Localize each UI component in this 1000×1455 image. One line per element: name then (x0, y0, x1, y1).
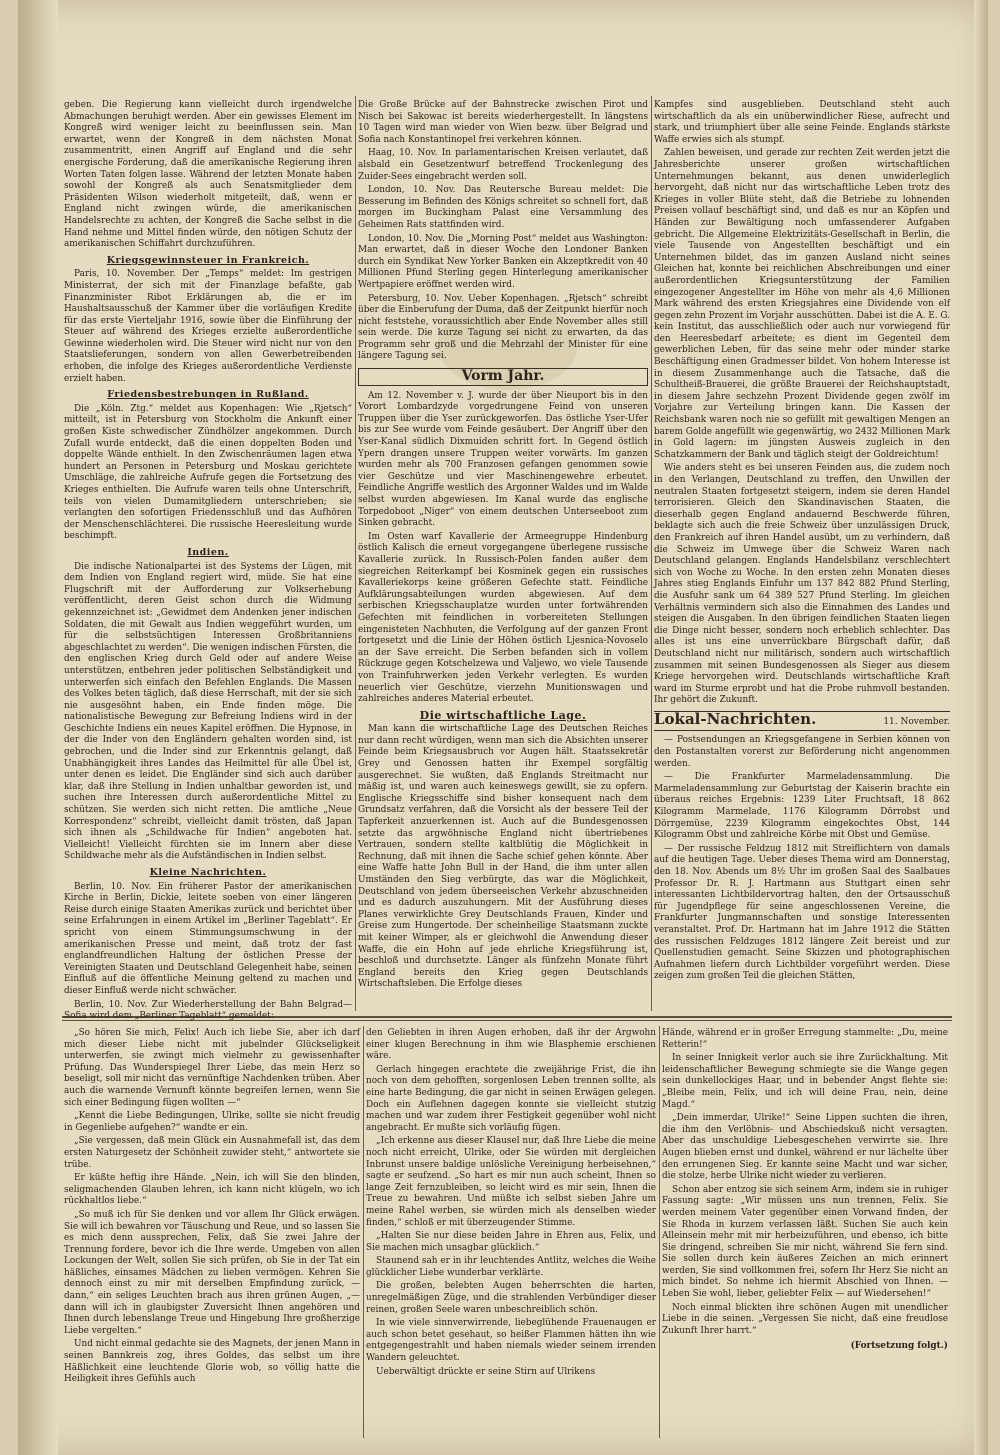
local-news-title: Lokal-Nachrichten. (654, 709, 817, 728)
article-paragraph: Die indische Nationalpartei ist des Systems der Lügen, mit dem Indien von England regiert wird, müde. Sie hat eine Flugschrift mit der Aufforderung zur Volkserhebung veröffentlicht, deren Geist schon durch die Widmung gekennzeichnet ist: „Gewidmet dem Andenken jener indischen Soldaten, die mit Gewalt aus Indien weggeführt wurden, um für die selbstsüchtigen Interessen Großbritanniens abgeschlachtet zu werden“. Die wenigen indischen Fürsten, die den englischen Krieg durch Geld oder auf andere Weise unterstützen, entbehren jeder politischen Selbständigkeit und unterwerfen sich einfach den Befehlen Englands. Die Massen des Volkes beten täglich, daß diese Herrschaft, mit der sie sich nie ausgesöhnt haben, ein Ende finden möge. Die nationalistische Bewegung zur Befreiung Indiens wird in der Geschichte Indiens ein neues Kapitel eröffnen. Die Hypnose, in der die Inder von den Engländern gehalten worden sind, ist gebrochen, und die Inder sind zur Erkenntnis gelangt, daß Unabhängigkeit ihres Landes das Heilmittel für alle Übel ist, unter denen es leidet. Die Engländer sind sich auch darüber klar, daß ihre Stellung in Indien unhaltbar geworden ist, und suchen ihre Interessen durch außerordentliche Mittel zu schützen. Sie werden sich nicht retten. Die amtliche „Neue Korrespondenz“ schreibt, vielleicht damit trösten, daß Japan sich ihnen als „Schildwache für Indien“ angeboten hat. Vielleicht! Vielleicht fürchten sie im Innern aber diese Schildwache mehr als die Aufständischen in Indien selbst. (64, 561, 352, 862)
story-paragraph: „So hören Sie mich, Felix! Auch ich liebe Sie, aber ich darf mich dieser Liebe nicht mit jubelnder Glückseligkeit unterwerfen, sie zwingt mich vielmehr zu gewissenhafter Prüfung. Das Wunderspiegel Ihrer Liebe, das mein Herz so beseligt, soll mir nicht das vernünftige Nachdenken trüben. Aber auch die warnende Vernunft könnte begreifen lernen, wenn Sie sich einer Bedingung fügen wollten —“ (64, 1028, 360, 1108)
article-paragraph: Petersburg, 10. Nov. Ueber Kopenhagen. „Rjetsch“ schreibt über die Einberufung der Duma, daß der Zeitpunkt hierfür noch nicht feststehe, voraussichtlich aber Ende November alles still sein werde. Die kurze Tagung sei nicht zu erwarten, da das Programm sehr groß und die Mehrzahl der Minister für eine längere Tagung sei. (358, 293, 648, 362)
article-continuation: Kampfes sind ausgeblieben. Deutschland steht auch wirtschaftlich da als ein unüberwindlicher Riese, aufrecht und stark, und triumphiert über alle seine Feinde. Englands stärkste Waffe erwies sich als stumpf. (654, 100, 950, 145)
article-paragraph: London, 10. Nov. Das Reutersche Bureau meldet: Die Besserung im Befinden des Königs schreitet so schnell fort, daß morgen im Buckingham Palast eine Versammlung des Geheimen Rats stattfinden wird. (358, 185, 648, 230)
local-news-date: 11. November. (883, 716, 950, 727)
article-paragraph: Die „Köln. Ztg.“ meldet aus Kopenhagen: Wie „Rjetsch“ mitteilt, ist in Petersburg von Stockholm die Ankunft einer großen Kiste schwedischer Zündhölzer angekommen. Durch Zufall wurde entdeckt, daß die einen doppelten Boden und doppelte Wände enthielt. In den Zwischenräumen lagen etwa hundert an Personen in Petersburg und Moskau gerichtete Umschläge, die zahlreiche Aufrufe gegen die Fortsetzung des Krieges enthielten. Die Aufrufe waren teils ohne Unterschrift, teils von vielen Dumamitgliedern unterschrieben; sie verlangten den sofortigen Friedensschluß und das Aufhören der Menschenschlächterei. Die russische Heeresleitung wurde beschimpft. (64, 403, 352, 542)
section-heading: Die wirtschaftliche Lage. (419, 708, 587, 722)
article-paragraph: — Die Frankfurter Marmeladensammlung. Die Marmeladensammlung zur Geburtstag der Kaiserin brachte ein überaus reiches Ergebnis: 1239 Liter Fruchtsaft, 18 862 Kilogramm Marmelade, 1176 Kilogramm Dörrobst und Dörrgemüse, 2239 Kilogramm eingekochtes Obst, 144 Kilogramm Obst und zahlreiche Körbe mit Obst und Gemüse. (654, 772, 950, 841)
section-heading: Friedensbestrebungen in Rußland. (107, 389, 309, 401)
story-paragraph: Und nicht einmal gedachte sie des Magnets, der jenen Mann in seinen Bannkreis zog, ihres Goldes, das selbst um ihre Häßlichkeit eine leuchtende Glorie wob, so völlig hatte die Heiligkeit ihres Gefühls auch (64, 1339, 360, 1385)
article-paragraph: — Der russische Feldzug 1812 mit Streiflichtern von damals auf die heutigen Tage. Ueber dieses Thema wird am Donnerstag, den 18. Nov. Abends um 8½ Uhr im großen Saal des Saalbaues Professor Dr. R. J. Hartmann aus Stuttgart einen sehr interessanten Lichtbildervortrag halten, den der Ortsausschuß für Jugendpflege für seine angeschlossenen Vereine, die Frankfurter Jungmannschaften und sonstige Interessenten veranstaltet. Prof. Dr. Hartmann hat im Jahre 1912 die Stätten des russischen Feldzuges 1812 längere Zeit bereist und zur Quellenstudien gemacht. Seine Skizzen und photographischen Aufnahmen liefern durch Lichtbilder vorgeführt werden. Diese zeigen zum großen Teil die gleichen Stätten, (654, 843, 950, 982)
page-binding-shadow (18, 0, 58, 1455)
feuilleton-column-3 (662, 1028, 948, 1438)
article-paragraph: Wie anders steht es bei unseren Feinden aus, die zudem noch in den Verlangen, Deutschland zu treffen, den Unwillen der neutralen Staaten fortgesetzt steigern, indem sie deren Handel terrorisieren. Gleich den Skandinavischen Staaten, die dieserhalb gegen England andauernd Beschwerde führen, beklagte sich auch die freie Schweiz über unzulässigen Druck, den Frankreich auf ihren Handel ausübt, um zu verhindern, daß die Schweiz im Umwege über die Schweiz Waren nach Deutschland gelangen. Englands Handelsbilanz verschlechtert sich von Woche zu Woche. In den ersten zehn Monaten dieses Jahres stieg Englands Einfuhr um 137 842 882 Pfund Sterling, die Ausfuhr sank um 64 389 527 Pfund Sterling. Im gleichen Verhältnis vermindern sich also die Einnahmen des Landes und steigen die Ausgaben. In den übrigen feindlichen Staaten liegen die Dinge nicht besser, sondern noch erheblich schlechter. Das alles ist uns eine unverrückbare Bürgschaft dafür, daß Deutschland nicht nur militärisch, sondern auch wirtschaftlich zusammen mit seinen Bundesgenossen als Sieger aus diesem Kriege hervorgehen wird. Deutschlands wirtschaftliche Kraft ward im Sturme erprobt und hat die Probe ruhmvoll bestanden. Ihr gehört die Zukunft. (654, 463, 950, 706)
article-continuation: Die Große Brücke auf der Bahnstrecke zwischen Pirot und Nisch bei Sakowac ist bereits wiederhergestellt. In längstens 10 Tagen wird man wieder von Wien bezw. über Belgrad und Sofia nach Konstantinopel frei verkehren können. (358, 100, 648, 145)
article-continuation: geben. Die Regierung kann vielleicht durch irgendwelche Abmachungen beruhigt werden. Aber ein gewisses Element im Kongreß wird weniger leicht zu beeinflussen sein. Man erwartet, wenn der Kongreß in dem nächsten Monat zusammentritt, einen Angriff auf England und die sehr energische Forderung, daß die amerikanische Regierung ihren Worten Taten folgen lasse. Während der letzten Monate haben sowohl der Kongreß als auch Senatsmitglieder dem Präsidenten Wilson wiederholt mitgeteilt, daß, wenn er England nicht zwingen würde, die amerikanischen Handelsrechte zu achten, der Kongreß die Sache selbst in die Hand nehme und Mittel finden würde, den nötigen Schutz der amerikanischen Schiffahrt durchzuführen. (64, 100, 352, 250)
feuilleton-column-1 (64, 1028, 360, 1438)
column-rule (651, 96, 652, 1011)
story-paragraph: Die großen, belebten Augen beherrschten die harten, unregelmäßigen Züge, und die strahlenden Verbündiger dieser reinen, großen Seele waren unbeschreiblich schön. (366, 1281, 656, 1315)
column-rule (355, 96, 356, 1011)
story-paragraph: In seiner Innigkeit verlor auch sie ihre Zurückhaltung. Mit leidenschaftlicher Bewegung schmiegte sie die Wange gegen sein dunkellockiges Haar, und in bebender Angst flehte sie: „Bleibe mein, Felix, und ich will deine Frau, nein, deine Magd.“ (662, 1053, 948, 1110)
story-paragraph: In wie viele sinnverwirrende, liebeglühende Frauenaugen er auch schon betet gesehaut, so heißer Flammen hätten ihn wie entgegengestrahlt und haben niemals wieder seinem irrenden Wandern geleuchtet. (366, 1318, 656, 1364)
article-paragraph: Berlin, 10. Nov. Zur Wiederherstellung der Bahn Belgrad—Sofia wird dem „Berliner Tageblatt“ gemeldet: (64, 999, 352, 1022)
news-column-1 (64, 100, 352, 1022)
article-paragraph: Berlin, 10. Nov. Ein früherer Pastor der amerikanischen Kirche in Berlin, Dickie, leitete soeben von einer längeren Reise durch einige Staaten Amerikas zurück und berichtet über seine Erfahrungen in einem Artikel im „Berliner Tageblatt“. Er spricht von einem Stimmungsumschwung in der amerikanischen Presse und meint, daß trotz der fast englandfreundlichen Haltung der östlichen Presse der Vereinigten Staaten und Deutschland Gelegenheit habe, seinen Einfluß auf die öffentliche Meinung geltend zu machen und dieser Einfluß werde nicht schwächer. (64, 881, 352, 996)
article-paragraph: Man kann die wirtschaftliche Lage des Deutschen Reiches nur dann recht würdigen, wenn man sich die Absichten unserer Feinde beim Kriegsausbruch vor Augen hält. Staatssekretär Grey und Genossen hatten ihr Exempel sorgfältig ausgerechnet. Sie wußten, daß Englands Streitmacht nur mäßig ist, und waren auch keineswegs gewillt, sie zu opfern. Englische Kriegsschiffe sind bisher konsequent nach dem Grundsatz verfahren, daß die Vorsicht als der bessere Teil der Tapferkeit anzuerkennen ist. Auch auf die Bundesgenossen setzte das argwöhnische England nicht übertriebenes Vertrauen, sondern stellte kaltblütig die Möglichkeit in Rechnung, daß mit ihnen die Sache schief gehen könnte. Aber eine Waffe hatte John Bull in der Hand, die ihm unter allen Umständen den Sieg verbürgte, das war die Möglichkeit, Deutschland von jedem überseeischen Verkehr abzuschneiden und es dadurch auszuhungern. Mit der Ausführung dieses Planes verwirklichte Grey Deutschlands Frauen, Kinder und Greise zum Hungertode. Der scheinheilige Staatsmann zuckte mit keiner Wimper, als er gleichwohl die Anwendung dieser Waffe, die ein Hohn auf jede ehrliche Kriegsführung ist, beschloß und durchsetzte. Länger als fünfzehn Monate führt England bereits den Krieg gegen Deutschlands Wirtschaftsleben. Die Erfolge dieses (358, 724, 648, 990)
story-paragraph: „So muß ich für Sie denken und vor allem Ihr Glück erwägen. Sie will ich bewahren vor Täuschung und Reue, und so lassen Sie es mich denn aussprechen, Felix, daß Sie zwei Jahre der Trennung fordere, bevor ich die Ihre werde. Umgeben von allen Lockungen der Welt, sollen Sie sich prüfen, ob Sie in der Tat ein häßliches, einsames Mädchen zu lieben vermögen. Kehren Sie dennoch einst zu mir mit derselben Empfindung zurück, — dann,“ ein seliges Leuchten brach aus ihren grünen Augen, „— dann will ich in glaubigster Zuversicht Ihnen angehören und Ihnen durch lebenslange Treue und Hingebung Ihre großherzige Liebe vergelten.“ (64, 1209, 360, 1336)
page-edge-shadow (974, 0, 988, 1455)
story-paragraph: „Kennt die Liebe Bedingungen, Ulrike, sollte sie nicht freudig in Gegenliebe aufgehen?“ wandte er ein. (64, 1111, 360, 1133)
feuilleton-column-2 (366, 1028, 656, 1438)
continuation-note: (Fortsetzung folgt.) (850, 1341, 948, 1352)
news-column-2 (358, 100, 648, 1005)
column-rule (659, 1026, 660, 1438)
article-paragraph: Am 12. November v. J. wurde der über Nieuport bis in den Vorort Lombardzyde vorgedrungene Feind von unseren Truppen über die Yser zurückgeworfen. Das östliche Yser-Ufer bis zur See wurde vom Feinde gesäubert. Der Angriff über den Yser-Kanal südlich Dixmuiden schritt fort. In Gegend östlich Ypern drangen unsere Truppen weiter vorwärts. Im ganzen wurden mehr als 700 Franzosen gefangen genommen sowie vier Geschütze und vier Maschinengewehre erbeutet. Feindliche Angriffe westlich des Argonner Waldes und im Walde selbst wurden abgewiesen. Im Kanal wurde das englische Torpedoboot „Niger“ von einem deutschen Unterseeboot zum Sinken gebracht. (358, 390, 648, 529)
story-paragraph: Hände, während er in großer Erregung stammelte: „Du, meine Retterin!“ (662, 1028, 948, 1050)
section-heading: Kleine Nachrichten. (149, 867, 267, 878)
story-paragraph: Noch einmal blickten ihre schönen Augen mit unendlicher Liebe in die seinen. „Vergessen Sie nicht, daß eine freudlose Zukunft Ihrer harrt.“ (662, 1302, 948, 1336)
story-paragraph: Ueberwältigt drückte er seine Stirn auf Ulrikens (376, 1366, 596, 1377)
article-paragraph: London, 10. Nov. Die „Morning Post“ meldet aus Washington: Man erwartet, daß in dieser Woche den Londoner Banken durch ein Syndikat New Yorker Banken ein Akzeptkredit von 40 Millionen Pfund Sterling gegen Hinterlegung amerikanischer Wertpapiere eröffnet werden wird. (358, 233, 648, 290)
article-paragraph: Haag, 10. Nov. In parlamentarischen Kreisen verlautet, daß alsbald ein Gesetzentwurf betreffend Trockenlegung des Zuider-Sees eingebracht werden soll. (358, 148, 648, 182)
article-paragraph: Im Osten warf Kavallerie der Armeegruppe Hindenburg östlich Kalisch die erneut vorgegangene überlegene russische Kavallerie zurück. In Russisch-Polen fanden außer dem siegreichen Reiterkampf bei Kosminek gegen ein russisches Kavalleriekorps keine größeren Gefechte statt. Feindliche Aufklärungsabteilungen wurden abgewiesen. Auf dem serbischen Kriegsschauplatze wurden unter fortwährenden Gefechten mit feindlichen in vorbereiteten Stellungen eingenisteten Nachhuten, die Verfolgung auf der ganzen Front fortgesetzt und die Linie der Höhen östlich Ljesnica-Novoselo an der Save erreicht. Die Serben befanden sich in vollem Rückzuge gegen Kotschelzewa und Valjewo, wo viele Tausende von Trainfuhrwerken jeden Verkehr verlegten. Es wurden neuerlich vier Geschütze, vierzehn Munitionswagen und zahlreiches anderes Material erbeutet. (358, 531, 648, 705)
story-paragraph: „Halten Sie nur diese beiden Jahre in Ehren aus, Felix, und Sie machen mich unsagbar glücklich.“ (366, 1231, 656, 1253)
story-paragraph: Gerlach hingegen erachtete die zweijährige Frist, die ihn noch von dem gehofften, sorgenlosen Leben trennen sollte, als eine harte Bedingung, die gar nicht in seinen Erwägen gelegen. Doch ein Auflehnen dagegen konnte sie vielleicht stutzig machen und war zudem ihrer Festigkeit gegenüber wohl nicht angebracht. Er mußte sich vorläufig fügen. (366, 1064, 656, 1133)
story-paragraph: „Ich erkenne aus dieser Klausel nur, daß Ihre Liebe die meine noch nicht erreicht, Ulrike, oder Sie würden mit dergleichen Inbrunst unsere baldige unlösliche Vereinigung herbeisehnen,“ sagte er seufzend. „So hart es mir nun auch scheint, Ihnen so lange Zeit fernzubleiben, so leicht wird es mir sein, Ihnen die Treue zu bewahren. Und müßte ich selbst sieben Jahre um meine Rahel werben, sie würden mich als denselben wieder finden,“ schloß er mit überzeugender Stimme. (366, 1136, 656, 1228)
story-paragraph: „Sie vergessen, daß mein Glück ein Ausnahmefall ist, das dem ersten Naturgesetz der Schönheit zuwider steht,“ antwortete sie trübe. (64, 1136, 360, 1170)
article-paragraph: Zahlen beweisen, und gerade zur rechten Zeit werden jetzt die Jahresberichte unserer großen wirtschaftlichen Unternehmungen bekannt, aus denen unwiderleglich hervorgeht, daß nicht nur das wirtschaftliche Leben trotz des Krieges in voller Blüte steht, daß die Betriebe zu lohnenden Preisen vollauf beschäftigt sind, und daß es nur an Köpfen und Händen zur Bewältigung noch umfassenderer Aufgaben gebricht. Die Allgemeine Elektrizitäts-Gesellschaft in Berlin, die viele Tausende von Angestellten beschäftigt und ein Unternehmen bildet, das im ganzen Ausland nicht seines Gleichen hat, konnte bei reichlichen Abschreibungen und einer außerordentlichen Kriegsunterstützung der Familien eingezogener Angestellter im Höhe von mehr als 4,6 Millionen Mark während des ersten Kriegsjahres eine Dividende von elf gegen zehn Prozent im Vorjahr ausschütten. Dabei ist die A. E. G. kein Institut, das ausschließlich oder auch nur vorwiegend für den Heeresbedarf arbeitete; es dient im Gegenteil dem gewerblichen Leben, für das seine mehr oder minder starke Beschäftigung einen Gradmesser bildet. Von hohem Interesse ist in diesem Zusammenhange auch die Tatsache, daß die Schultheiß-Brauerei, die größte Brauerei der Reichshauptstadt, in diesem Jahre sechzehn Prozent Dividende gegen zwölf im Vorjahre zur Verteilung bringen kann. Die Kassen der Reichsbank waren noch nie so gefüllt mit gewaltigen Mengen an barem Golde angefüllt wie gegenwärtig, wo 2432 Millionen Mark in Gold lagern: im jüngsten Ausweis zugleich in den Schatzkammern der Bank und täglich steigt der Goldreichtum! (654, 148, 950, 460)
story-paragraph: Er küßte heftig ihre Hände. „Nein, ich will Sie den blinden, seligmachenden Glauben lehren, ich kann nicht klügeln, wo ich rückhaltlos liebe.“ (64, 1173, 360, 1207)
story-paragraph: Schon aber entzog sie sich seinem Arm, indem sie in ruhiger Fassung sagte: „Wir müssen uns nun trennen, Felix. Sie werden meinem Vater gegenüber einen Vorwand finden, der Sie Rhoda in kurzem verlassen läßt. Suchen Sie auch kein Alleinsein mehr mit mir herbeizuführen, und ebenso, ich bitte Sie dringend, schreiben Sie mir nicht, während Sie fern sind. Sie sollen durch kein äußeres Zeichen an mich erinnert werden, Sie sind vollkommen frei, sofern Ihr Herz Sie nicht an mich bindet. So nehme ich hiermit Abschied von Ihnen. — Leben Sie wohl, lieber, geliebter Felix — auf Wiedersehen!“ (662, 1184, 948, 1300)
section-heading: Kriegsgewinnsteuer in Frankreich. (106, 254, 310, 266)
section-heading: Indien. (187, 546, 229, 558)
story-paragraph: Staunend sah er in ihr leuchtendes Antlitz, welches die Weihe glücklicher Liebe wunderbar verklärte. (366, 1256, 656, 1278)
article-paragraph: — Postsendungen an Kriegsgefangene in Serbien können von den Postanstalten vorerst zur Beförderung nicht angenommen werden. (654, 735, 950, 769)
column-rule (363, 1026, 364, 1438)
local-news-header (654, 711, 950, 732)
article-paragraph: Paris, 10. November. Der „Temps“ meldet: Im gestrigen Ministerrat, der sich mit der Finanzlage befaßte, gab Finanzminister Ribot Erklärungen ab, die er im Haushaltsausschuß der Kammer über die vorläufigen Kredite für das erste Vierteljahr 1916, sowie über die Einführung der Steuer auf während des Krieges erzielte außerordentliche Gewinne wiederholen wird. Die Steuer wird nicht nur von den Staatslieferungen, sondern von allen Gewerbetreibenden erhoben, die infolge des Krieges außerordentliche Verdienste erzielt haben. (64, 269, 352, 384)
news-column-3 (654, 100, 950, 1005)
section-heading-box: Vorm Jahr. (358, 368, 648, 386)
story-paragraph: „Dein immerdar, Ulrike!“ Seine Lippen suchten die ihren, die ihm den Verlöbnis- und Abschiedskuß nicht versagten. Aber das unschuldige Liebesgeschehen verwirrte sie. Ihre Augen blieben ernst und dunkel, während er nur lächelte über den errungenen Sieg. Er kannte seine Macht und war sicher, die stolze, herbe Ulrike nicht wieder zu verlieren. (662, 1113, 948, 1182)
story-paragraph: den Geliebten in ihren Augen erhoben, daß ihr der Argwohn einer klugen Berechnung in ihm wie Blasphemie erschienen wäre. (366, 1028, 656, 1062)
